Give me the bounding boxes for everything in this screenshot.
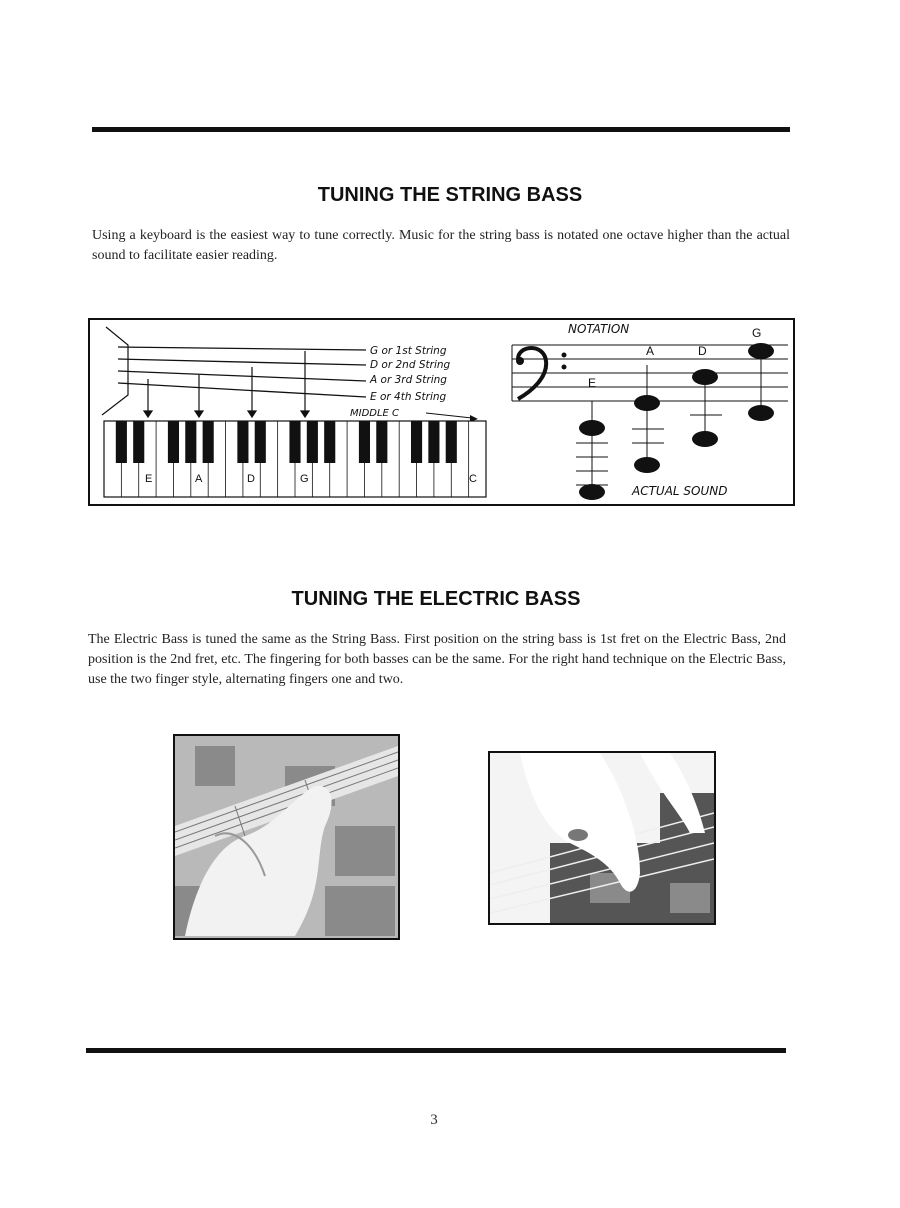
- black-key: [289, 421, 300, 463]
- string-bass-heading: TUNING THE STRING BASS: [317, 184, 583, 206]
- black-key: [411, 421, 422, 463]
- right-hand-photo: [488, 751, 716, 925]
- electric-bass-heading: TUNING THE ELECTRIC BASS: [291, 588, 581, 610]
- bottom-rule: [86, 1048, 786, 1053]
- middle-c-label: MIDDLE C: [350, 408, 400, 419]
- black-key: [255, 421, 266, 463]
- key-letter-a: A: [195, 473, 203, 485]
- key-letter-e: E: [145, 473, 153, 485]
- black-key: [203, 421, 214, 463]
- black-key: [133, 421, 144, 463]
- left-hand-photo: [173, 734, 400, 940]
- note-letter-e: E: [588, 376, 597, 390]
- note-letter-d: D: [698, 344, 707, 358]
- black-key: [428, 421, 439, 463]
- black-key: [116, 421, 127, 463]
- notation-label: NOTATION: [568, 322, 630, 336]
- black-key: [376, 421, 387, 463]
- black-key: [359, 421, 370, 463]
- string-label-a: A or 3rd String: [370, 374, 447, 386]
- key-letter-d: D: [247, 473, 255, 485]
- actual-sound-label: ACTUAL SOUND: [632, 484, 728, 498]
- black-key: [168, 421, 179, 463]
- black-key: [446, 421, 457, 463]
- electric-bass-paragraph: The Electric Bass is tuned the same as the String Bass. First position on the string bass is 1st fret on the Electric Bass, 2nd position is the 2nd fret, etc. The fingering for both basses can be the same. For the right hand technique on the Electric Bass, use the two finger style, alternating fingers one and two.: [88, 632, 786, 687]
- tuning-diagram: [88, 315, 796, 507]
- note-letter-a: A: [646, 344, 655, 358]
- black-key: [307, 421, 318, 463]
- black-key: [324, 421, 335, 463]
- top-rule: [92, 127, 790, 132]
- key-letter-g: G: [300, 473, 309, 485]
- page-number: 3: [430, 1112, 438, 1128]
- key-letter-c: C: [469, 473, 477, 485]
- string-label-d: D or 2nd String: [370, 359, 451, 371]
- black-key: [237, 421, 248, 463]
- string-label-e: E or 4th String: [370, 391, 447, 403]
- black-key: [185, 421, 196, 463]
- note-letter-g: G: [752, 326, 762, 340]
- string-label-g: G or 1st String: [370, 345, 447, 357]
- keyboard: [104, 421, 486, 497]
- string-bass-paragraph: Using a keyboard is the easiest way to tune correctly. Music for the string bass is notated one octave higher than the actual sound to facilitate easier reading.: [92, 228, 790, 263]
